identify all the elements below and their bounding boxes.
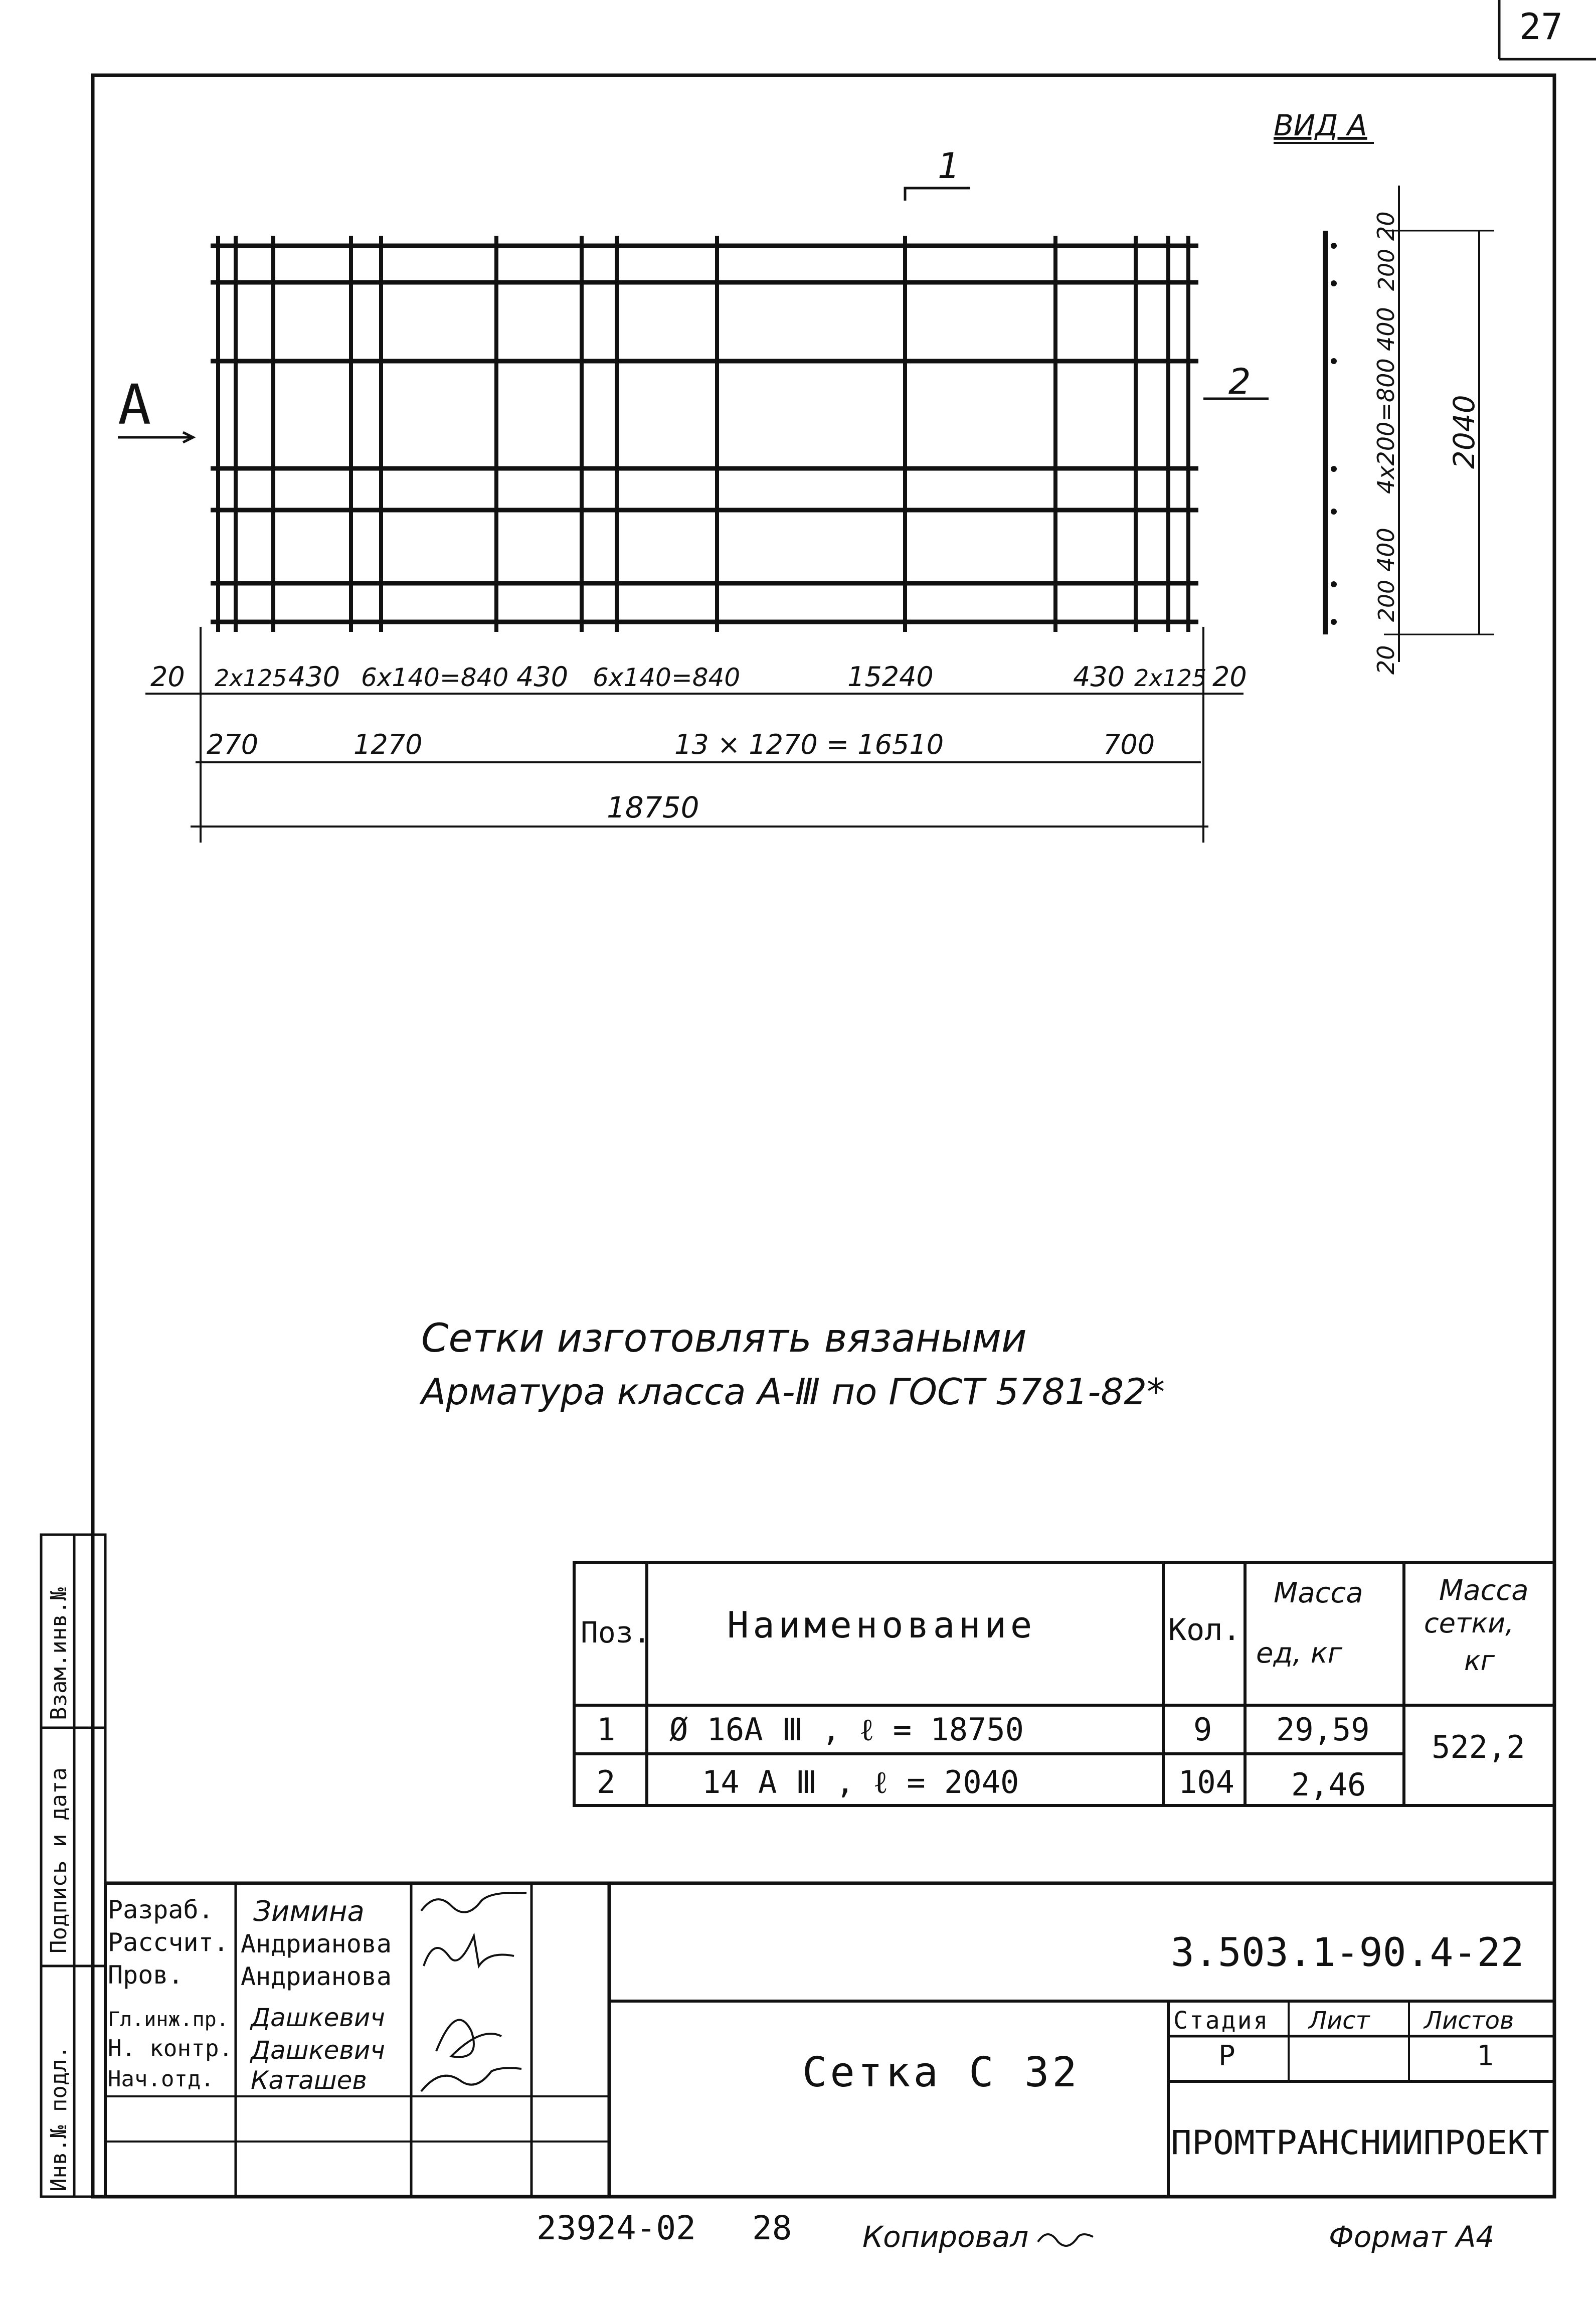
role-1: Рассчит. xyxy=(108,1928,229,1957)
spec-headers xyxy=(581,1574,1529,1677)
hdr-name: Наименование xyxy=(727,1604,1036,1646)
footer-page: 28 xyxy=(752,2209,792,2247)
organization: ПРОМТРАНСНИИПРОЕКТ xyxy=(1171,2123,1549,2162)
view-arrow-label: А xyxy=(118,373,151,437)
hdr-mesh-mass-3: кг xyxy=(1464,1645,1495,1677)
mesh-plan xyxy=(211,246,1198,622)
hdr-pos: Поз. xyxy=(581,1615,651,1650)
view-dim-1: 200 xyxy=(1374,249,1399,291)
footer-format: Формат А4 xyxy=(1329,2220,1495,2254)
name-5: Каташев xyxy=(251,2066,367,2095)
dim-top-5: 6x140=840 xyxy=(593,663,741,692)
row1-unit-mass: 29,59 xyxy=(1276,1711,1370,1748)
dim-top-0: 20 xyxy=(150,661,185,693)
spec-row-1 xyxy=(597,1711,1370,1748)
dims-top xyxy=(150,661,1247,693)
role-5: Нач.отд. xyxy=(108,2066,214,2092)
dim-top-1: 2x125 xyxy=(215,665,287,692)
stage-value: Р xyxy=(1218,2040,1235,2072)
dim-top-7: 430 xyxy=(1073,661,1125,693)
row2-qty: 104 xyxy=(1178,1764,1234,1800)
footer-copied: Копировал xyxy=(862,2220,1029,2254)
title-roles xyxy=(108,1895,233,2092)
section-mark-1: 1 xyxy=(938,145,960,187)
spec-row-2 xyxy=(597,1764,1366,1803)
name-2: Андрианова xyxy=(241,1962,392,1991)
hdr-qty: Кол. xyxy=(1168,1612,1241,1648)
footer-number: 23924-02 xyxy=(537,2209,696,2247)
row2-pos: 2 xyxy=(597,1764,616,1800)
role-4: Н. контр. xyxy=(108,2035,233,2062)
dim-top-3: 6x140=840 xyxy=(361,663,509,692)
dim-top-9: 20 xyxy=(1212,661,1247,693)
dims-mid xyxy=(207,729,1155,760)
row1-qty: 9 xyxy=(1193,1711,1212,1748)
dim-mid-3: 700 xyxy=(1103,729,1155,760)
dim-mid-1: 1270 xyxy=(353,729,423,760)
drawing-frame xyxy=(93,75,1554,2197)
title-names xyxy=(241,1895,392,2095)
sheets-label: Листов xyxy=(1424,2007,1514,2035)
side-stamp-sign: Подпись и дата xyxy=(46,1767,72,1953)
row2-unit-mass: 2,46 xyxy=(1291,1766,1366,1803)
view-dims xyxy=(1372,211,1481,675)
sheets-value: 1 xyxy=(1477,2040,1494,2072)
dim-top-4: 430 xyxy=(516,661,569,693)
name-3: Дашкевич xyxy=(251,2003,385,2032)
view-label: ВИД А xyxy=(1274,108,1367,142)
dim-mid-2: 13 × 1270 = 16510 xyxy=(674,729,944,760)
signatures xyxy=(421,1893,526,2091)
note-line-1: Сетки изготовлять вязаными xyxy=(421,1316,1027,1361)
view-dim-4: 400 xyxy=(1372,528,1399,572)
view-dim-5: 200 xyxy=(1374,580,1399,622)
section-mark-2: 2 xyxy=(1228,361,1251,402)
dim-total: 18750 xyxy=(607,790,699,825)
drawing-title: Сетка С 32 xyxy=(802,2049,1080,2096)
dim-top-6: 15240 xyxy=(847,661,934,693)
role-0: Разраб. xyxy=(108,1895,214,1924)
dim-top-8: 2x125 xyxy=(1134,665,1207,692)
role-2: Пров. xyxy=(108,1960,184,1990)
view-dim-0: 20 xyxy=(1372,211,1399,241)
name-4: Дашкевич xyxy=(251,2036,385,2065)
dim-mid-0: 270 xyxy=(207,729,259,760)
row1-pos: 1 xyxy=(597,1711,616,1748)
role-3: Гл.инж.пр. xyxy=(108,2008,229,2031)
note-line-2: Арматура класса А-Ⅲ по ГОСТ 5781-82* xyxy=(421,1371,1165,1413)
hdr-mesh-mass-2: сетки, xyxy=(1424,1607,1514,1639)
stage-label: Стадия xyxy=(1173,2007,1270,2035)
row2-name: 14 А Ⅲ , ℓ = 2040 xyxy=(702,1764,1019,1800)
mesh-mass: 522,2 xyxy=(1432,1729,1525,1765)
row1-name: Ø 16А Ⅲ , ℓ = 18750 xyxy=(669,1711,1024,1748)
view-dim-6: 20 xyxy=(1372,645,1399,675)
page-number: 27 xyxy=(1519,6,1563,48)
hdr-unit-mass-1: Масса xyxy=(1274,1577,1363,1609)
sheet-label: Лист xyxy=(1309,2007,1370,2035)
copied-signature xyxy=(1038,2234,1093,2246)
document-code: 3.503.1-90.4-22 xyxy=(1171,1930,1524,1976)
hdr-mesh-mass-1: Масса xyxy=(1439,1574,1529,1607)
name-1: Андрианова xyxy=(241,1929,392,1958)
mesh-cross-bars xyxy=(218,236,1188,632)
side-stamp-inv: Инв.№ подл. xyxy=(46,2045,72,2192)
view-dim-2: 400 xyxy=(1372,307,1399,351)
view-total: 2040 xyxy=(1447,395,1481,469)
view-dim-3: 4x200=800 xyxy=(1372,358,1399,494)
hdr-unit-mass-2: ед, кг xyxy=(1256,1637,1343,1670)
dim-top-2: 430 xyxy=(288,661,340,693)
side-stamp-replace: Взам.инв.№ xyxy=(46,1587,72,1720)
name-0: Зимина xyxy=(253,1895,365,1928)
